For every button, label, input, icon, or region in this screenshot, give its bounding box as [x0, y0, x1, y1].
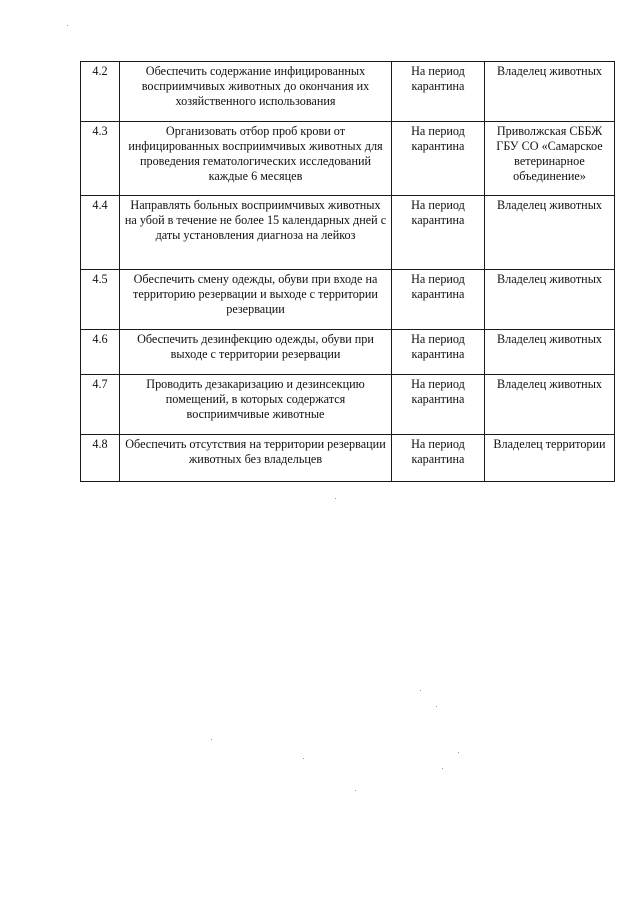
table-row	[81, 122, 615, 196]
item-number: 4.4	[81, 196, 120, 270]
measure-text: Обеспечить содержание инфицированных восприимчивых животных до окончания их хозяйственного использования	[120, 62, 392, 122]
scan-speck	[355, 790, 356, 791]
item-number: 4.8	[81, 435, 120, 482]
responsible-text: Владелец животных	[485, 330, 615, 375]
measure-text: Направлять больных восприимчивых животных на убой в течение не более 15 календарных дней с даты установления диагноза на лейкоз	[120, 196, 392, 270]
scan-speck	[335, 498, 336, 499]
table-row	[81, 375, 615, 435]
table-row	[81, 435, 615, 482]
period-text: На период карантина	[392, 196, 485, 270]
scan-speck	[303, 758, 304, 759]
item-number: 4.2	[81, 62, 120, 122]
scan-speck	[420, 690, 421, 691]
period-text: На период карантина	[392, 62, 485, 122]
period-text: На период карантина	[392, 270, 485, 330]
item-number: 4.7	[81, 375, 120, 435]
table-row	[81, 62, 615, 122]
responsible-text: Владелец животных	[485, 62, 615, 122]
responsible-text: Владелец животных	[485, 196, 615, 270]
scan-speck	[67, 25, 68, 26]
period-text: На период карантина	[392, 122, 485, 196]
item-number: 4.3	[81, 122, 120, 196]
measures-table	[80, 61, 615, 482]
scan-speck	[211, 739, 212, 740]
item-number: 4.5	[81, 270, 120, 330]
responsible-text: Владелец животных	[485, 375, 615, 435]
table-row	[81, 196, 615, 270]
period-text: На период карантина	[392, 435, 485, 482]
scan-speck	[436, 706, 437, 707]
measure-text: Обеспечить дезинфекцию одежды, обуви при выходе с территории резервации	[120, 330, 392, 375]
period-text: На период карантина	[392, 375, 485, 435]
measure-text: Организовать отбор проб крови от инфицированных восприимчивых животных для проведения гематологических исследований каждые 6 месяцев	[120, 122, 392, 196]
scan-speck	[458, 752, 459, 753]
measure-text: Обеспечить отсутствия на территории резервации животных без владельцев	[120, 435, 392, 482]
period-text: На период карантина	[392, 330, 485, 375]
table-row	[81, 330, 615, 375]
scan-speck	[442, 768, 443, 769]
table-row	[81, 270, 615, 330]
responsible-text: Владелец территории	[485, 435, 615, 482]
responsible-text: Владелец животных	[485, 270, 615, 330]
measure-text: Проводить дезакаризацию и дезинсекцию помещений, в которых содержатся восприимчивые животные	[120, 375, 392, 435]
responsible-text: Приволжская СББЖ ГБУ СО «Самарское ветеринарное объединение»	[485, 122, 615, 196]
measure-text: Обеспечить смену одежды, обуви при входе на территорию резервации и выходе с территории резервации	[120, 270, 392, 330]
item-number: 4.6	[81, 330, 120, 375]
